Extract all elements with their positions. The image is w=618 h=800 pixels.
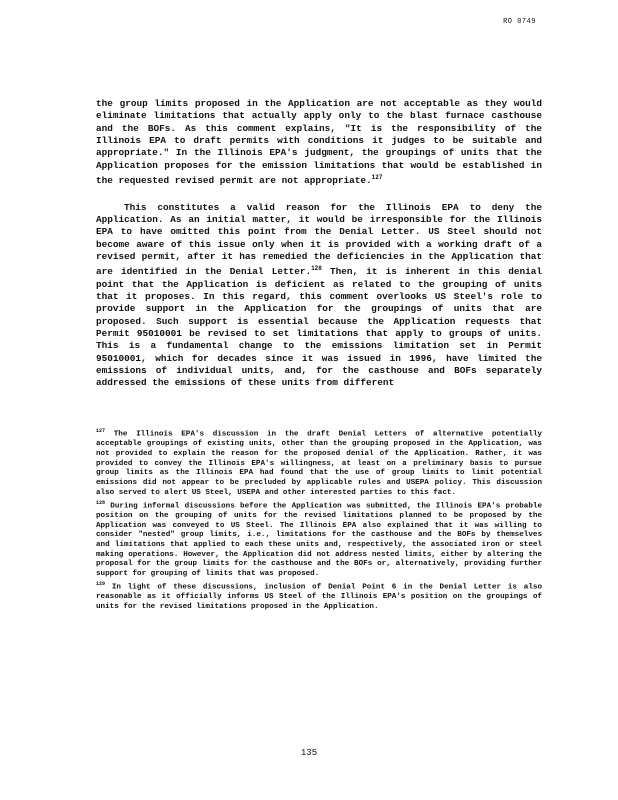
footnote-128-marker: 128 [96, 499, 106, 506]
footnote-127-text: The Illinois EPA's discussion in the draft Denial Letters of alternative potentially acceptable groupings of existing units, other than the grouping proposed in the Application, was not provided to explain the reason for the proposed denial of the Application. Rather, it was provided to convey the Illinois EPA's willingness, at least on a preliminary basis to pursue group limits as the Illinois EPA had found that the use of group limits to limit potential emissions did not appear to be precluded by applicable rules and USEPA policy. This discussion also served to alert US Steel, USEPA and other interested parties to this fact. [96, 430, 542, 497]
body-paragraph-2-text: This constitutes a valid reason for the Illinois EPA to deny the Application. As an initial matter, it would be irresponsible for the Illinois EPA to have omitted this point from the Denial Letter. US Steel should not become aware of this issue only when it is provided with a working draft of a revised permit, after it has remedied the deficiencies in the Application that are identified in the Denial Letter. [96, 201, 542, 278]
footnotes [96, 427, 542, 613]
footnote-129 [96, 580, 542, 613]
body-paragraph-1-text: the group limits proposed in the Application are not acceptable as they would eliminate limitations that actually apply only to the blast furnace casthouse and the BOFs. As this comment explains, "It is the responsibility of the Illinois EPA to draft permits with conditions it judges to be suitable and appropriate." In the Illinois EPA's judgment, the groupings of units that the Application proposes for the emission limitations that would be established in the requested revised permit are not appropriate. [96, 98, 542, 187]
footnote-128-text: During informal discussions before the Application was submitted, the Illinois EPA's probable position on the grouping of units for the revised limitations planned to be proposed by the Application was conveyed to US Steel. The Illinois EPA also explained that it was willing to consider "nested" group limits, i.e., limitations for the casthouse and the BOFs by themselves and limitations that applied to each these units and, respectively, the associated iron or steel making operations. However, the Application did not address nested limits, either by altering the proposal for the group limits for the casthouse and the BOFs or, alternatively, providing further support for grouping of limits that was proposed. [96, 502, 542, 579]
footnote-129-text: In light of these discussions, inclusion of Denial Point 6 in the Denial Letter is also reasonable as it officially informs US Steel of the Illinois EPA's position on the groupings of units for the revised limitations proposed in the Application. [96, 583, 542, 611]
footnote-127 [96, 427, 542, 499]
page-number: 135 [300, 748, 318, 758]
footnote-ref-127: 127 [371, 174, 383, 182]
body-text [96, 98, 542, 404]
body-paragraph-2b-text: Then, it is inherent in this denial point that the Application is deficient as related to the grouping of units that it proposes. In this regard, this comment overlooks US Steel's role to provide support in the Application for the groupings of units that are proposed. Such support is essential because the Application requests that Permit 95010001 be revised to set limitations that apply to groups of units. This is a fundamental change to the emissions limitation set in Permit 95010001, which for decades since it was issued in 1996, have limited the emissions of individual units, and, for the casthouse and BOFs separately addressed the emissions of these units from different [96, 266, 542, 389]
document-id: RO 0749 [503, 18, 536, 26]
body-paragraph-2 [96, 202, 542, 390]
footnote-127-marker: 127 [96, 428, 106, 434]
body-paragraph-1 [96, 98, 542, 188]
footnote-ref-128: 128 [311, 265, 322, 273]
footnote-128 [96, 499, 542, 580]
footnote-129-marker: 129 [96, 580, 106, 587]
